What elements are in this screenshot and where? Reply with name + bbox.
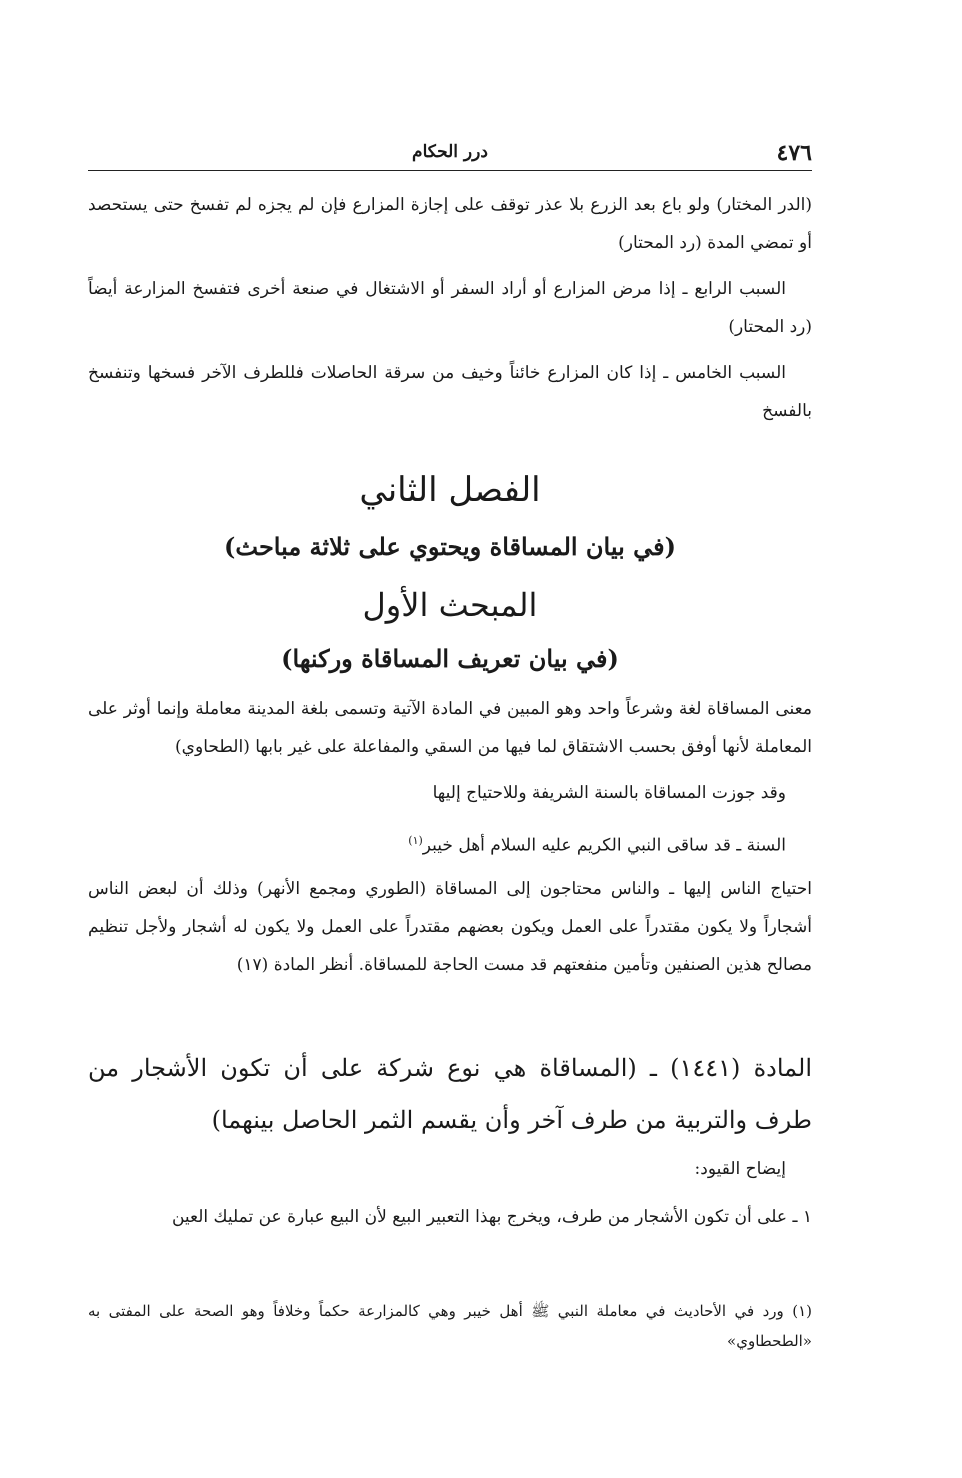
clarification-item-1: ١ ـ على أن تكون الأشجار من طرف، ويخرج بهذا التعبير البيع لأن البيع عبارة عن تمليك العين: [171, 1207, 812, 1227]
page-number: ٤٧٦: [776, 140, 812, 166]
paragraph-4: معنى المساقاة لغة وشرعاً واحد وهو المبين في المادة الآتية وتسمى بلغة المدينة معاملة وإنما أوثر على المعاملة لأنها أوفق بحسب الاشتقاق لما فيها من السقي والمفاعلة على غير بابها (الطحاوي): [88, 699, 812, 757]
section-title: المبحث الأول: [362, 586, 538, 624]
chapter-title: الفصل الثاني: [359, 470, 541, 510]
paragraph-6: [88, 822, 812, 865]
clarification-label: إيضاح القيود:: [694, 1159, 786, 1179]
paragraph-5: وقد جوزت المساقاة بالسنة الشريفة وللاحتياج إليها: [432, 783, 786, 803]
page-header: [88, 140, 812, 171]
footnote-ref: (١): [408, 834, 423, 847]
paragraph-2: السبب الرابع ـ إذا مرض المزارع أو أراد السفر أو الاشتغال في صنعة أخرى فتفسخ المزارعة أيضاً (رد المحتار): [88, 279, 812, 337]
paragraph-6-text: السنة ـ قد ساقى النبي الكريم عليه السلام أهل خيبر: [422, 835, 786, 856]
running-title: درر الحكام: [412, 142, 488, 162]
article-1441: المادة (١٤٤١) ـ (المساقاة هي نوع شركة على أن تكون الأشجار من طرف والتربية من طرف آخر وأن يقسم الثمر الحاصل بينهما): [88, 1054, 812, 1134]
paragraph-3: السبب الخامس ـ إذا كان المزارع خائناً وخيف من سرقة الحاصلات فللطرف الآخر فسخها وتنفسخ بالفسخ: [88, 363, 812, 421]
paragraph-7: احتياج الناس إليها ـ والناس محتاجون إلى المساقاة (الطوري ومجمع الأنهر) وذلك أن لبعض الناس أشجاراً ولا يكون مقتدراً على العمل ويكون بعضهم مقتدراً على العمل ولا يكون له أشجار ولأجل تنظيم مصالح هذين الصنفين وتأمين منفعتهم قد مست الحاجة للمساقاة. أنظر المادة (١٧): [88, 879, 812, 975]
footnote: (١) ورد في الأحاديث في معاملة النبي ﷺ أهل خيبر وهي كالمزارعة حكماً وخلافاً وهو الصحة على المفتى به «الطحطاوي»: [88, 1302, 812, 1350]
paragraph-1: (الدر المختار) ولو باع بعد الزرع بلا عذر توقف على إجازة المزارع فإن لم يجزه لم تفسخ حتى يستحصد أو تمضي المدة (رد المحتار): [88, 195, 812, 253]
chapter-subtitle: (في بيان المساقاة ويحتوي على ثلاثة مباحث): [224, 532, 676, 561]
section-subtitle: (في بيان تعريف المساقاة وركنها): [281, 644, 619, 673]
